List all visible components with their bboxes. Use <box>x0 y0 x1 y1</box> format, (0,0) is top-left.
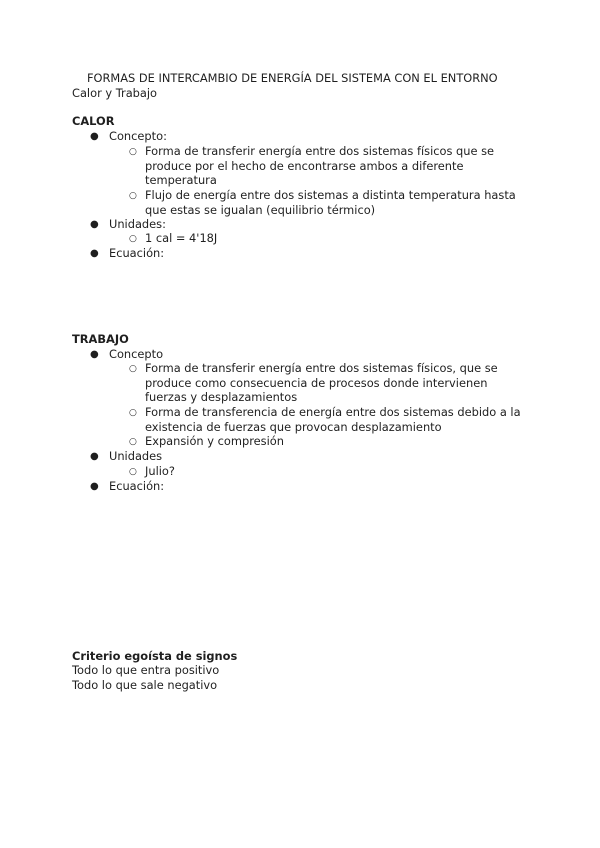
calor-concepto-label: Concepto: <box>109 129 167 143</box>
calor-heading: CALOR <box>72 114 115 128</box>
trabajo-ecuacion-label: Ecuación: <box>109 479 165 493</box>
bullet-filled-icon: ● <box>90 219 99 230</box>
page-subtitle: Calor y Trabajo <box>72 86 158 100</box>
page-title: FORMAS DE INTERCAMBIO DE ENERGÍA DEL SISTEMA CON EL ENTORNO <box>87 71 498 85</box>
calor-concepto-item: Forma de transferir energía entre dos sistemas físicos que se produce por el hecho de encontrarse ambos a diferente temperatura <box>145 144 495 188</box>
bullet-hollow-icon: ○ <box>129 437 137 447</box>
criterio-line: Todo lo que entra positivo <box>72 663 220 677</box>
criterio-line: Todo lo que sale negativo <box>72 678 218 692</box>
calor-concepto-item: Flujo de energía entre dos sistemas a distinta temperatura hasta que estas se igualan (equilibrio térmico) <box>145 188 516 217</box>
bullet-hollow-icon: ○ <box>129 467 137 477</box>
calor-unidades-item: 1 cal = 4'18J <box>145 231 218 245</box>
trabajo-concepto-item: Forma de transferir energía entre dos sistemas físicos, que se produce como consecuencia de procesos donde intervienen fuerzas y desplazamientos <box>145 361 498 405</box>
criterio-heading: Criterio egoísta de signos <box>72 649 238 663</box>
trabajo-concepto-item: Expansión y compresión <box>145 434 284 448</box>
bullet-hollow-icon: ○ <box>129 408 137 418</box>
bullet-filled-icon: ● <box>90 451 99 462</box>
bullet-hollow-icon: ○ <box>129 364 137 374</box>
bullet-hollow-icon: ○ <box>129 147 137 157</box>
bullet-hollow-icon: ○ <box>129 234 137 244</box>
trabajo-concepto-label: Concepto <box>109 347 164 361</box>
trabajo-concepto-item: Forma de transferencia de energía entre dos sistemas debido a la existencia de fuerzas que provocan desplazamiento <box>145 405 521 434</box>
bullet-hollow-icon: ○ <box>129 191 137 201</box>
trabajo-unidades-item: Julio? <box>145 464 175 478</box>
trabajo-unidades-label: Unidades <box>109 449 163 463</box>
bullet-filled-icon: ● <box>90 481 99 492</box>
bullet-filled-icon: ● <box>90 349 99 360</box>
calor-unidades-label: Unidades: <box>109 217 166 231</box>
calor-ecuacion-label: Ecuación: <box>109 246 165 260</box>
bullet-filled-icon: ● <box>90 131 99 142</box>
bullet-filled-icon: ● <box>90 248 99 259</box>
trabajo-heading: TRABAJO <box>72 332 129 346</box>
